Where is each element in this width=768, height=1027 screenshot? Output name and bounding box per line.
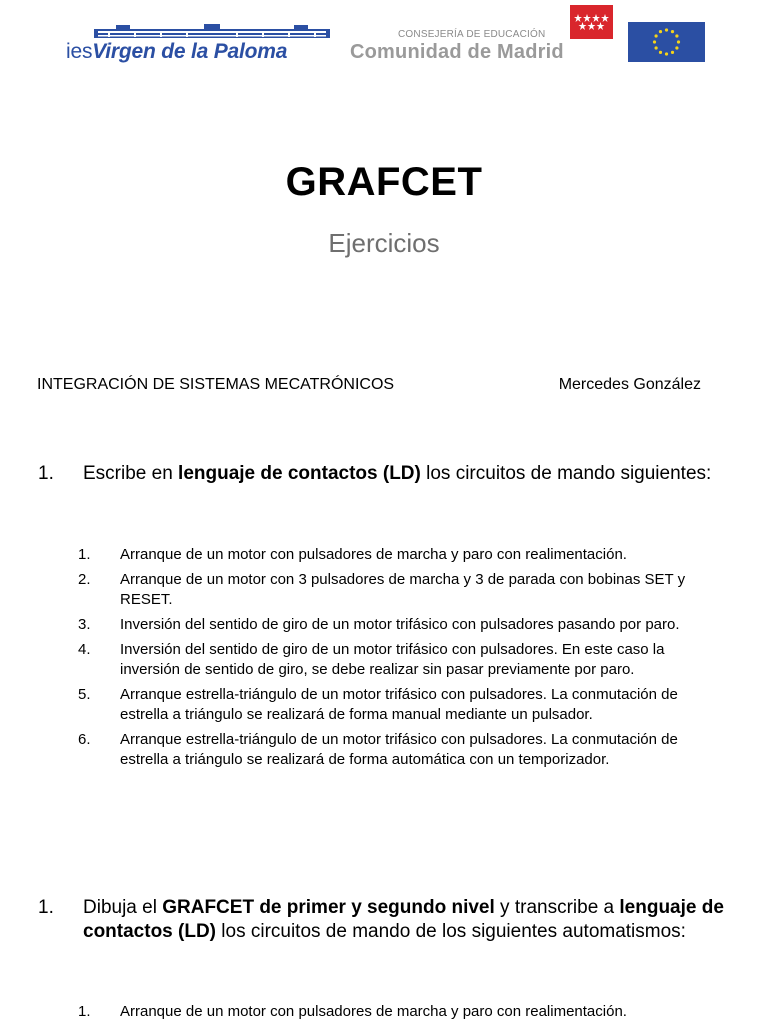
list-item (78, 685, 718, 725)
question-text-part: Escribe en (83, 463, 179, 484)
list-item-number: 1. (78, 546, 91, 563)
author-name: Mercedes González (558, 376, 701, 393)
question-number: 1. (38, 463, 54, 484)
list-item (78, 1002, 718, 1022)
list-item-text: Arranque estrella-triángulo de un motor trifásico con pulsadores. La conmutación de estrella a triángulo se realizará de forma automática con un temporizador. (120, 731, 678, 768)
list-item-number: 3. (78, 616, 91, 633)
question-2-items (78, 1002, 718, 1027)
question-1 (38, 462, 728, 486)
list-item-text: Arranque de un motor con pulsadores de marcha y paro con realimentación. (120, 1003, 627, 1020)
list-item (78, 545, 718, 565)
list-item (78, 615, 718, 635)
list-item (78, 730, 718, 770)
list-item-number: 4. (78, 641, 91, 658)
document-subtitle: Ejercicios (328, 228, 440, 258)
list-item-text: Arranque de un motor con 3 pulsadores de marcha y 3 de parada con bobinas SET y RESET. (120, 571, 686, 608)
list-item (78, 570, 718, 610)
comunidad-madrid-logo (350, 5, 616, 71)
eu-flag-icon (628, 22, 705, 62)
document-title: GRAFCET (285, 160, 483, 204)
school-building-icon (94, 24, 330, 38)
question-text-part: y transcribe a (494, 897, 620, 918)
list-item-text: Inversión del sentido de giro de un motor trifásico con pulsadores. En este caso la inversión de sentido de giro, se debe realizar sin pasar previamente por paro. (120, 641, 665, 678)
question-text-part: Dibuja el (83, 897, 163, 918)
question-2 (38, 896, 728, 944)
question-1-items (78, 545, 718, 775)
ies-name: Virgen de la Paloma (92, 40, 288, 63)
question-text-bold: lenguaje de contactos (LD) (178, 463, 421, 484)
list-item-text: Arranque estrella-triángulo de un motor trifásico con pulsadores. La conmutación de estrella a triángulo se realizará de forma manual mediante un pulsador. (120, 686, 678, 723)
course-name: INTEGRACIÓN DE SISTEMAS MECATRÓNICOS (37, 376, 395, 393)
list-item-number: 2. (78, 571, 91, 588)
page-header (0, 0, 768, 80)
list-item-text: Inversión del sentido de giro de un motor trifásico con pulsadores pasando por paro. (120, 616, 680, 633)
list-item-number: 6. (78, 731, 91, 748)
question-text-part: los circuitos de mando de los siguientes automatismos: (216, 921, 686, 942)
ies-prefix: ies (66, 40, 93, 63)
question-text (83, 896, 728, 944)
question-text-part: los circuitos de mando siguientes: (420, 463, 712, 484)
question-text-bold: GRAFCET de primer y segundo nivel (162, 897, 495, 918)
question-text (83, 462, 728, 486)
list-item-number: 1. (78, 1003, 91, 1020)
list-item-number: 5. (78, 686, 91, 703)
eu-stars-icon (628, 22, 705, 62)
ies-logo (66, 20, 342, 68)
madrid-flag-icon (570, 5, 613, 39)
list-item-text: Arranque de un motor con pulsadores de marcha y paro con realimentación. (120, 546, 627, 563)
question-number: 1. (38, 897, 54, 918)
question-text-bold: lenguaje de contactos (LD) (83, 897, 724, 942)
ies-logo-text (66, 40, 287, 64)
comunidad-madrid-text: Comunidad de Madrid (350, 41, 564, 63)
madrid-stars-icon (570, 5, 613, 39)
list-item (78, 640, 718, 680)
consejeria-text: CONSEJERÍA DE EDUCACIÓN (398, 29, 546, 40)
